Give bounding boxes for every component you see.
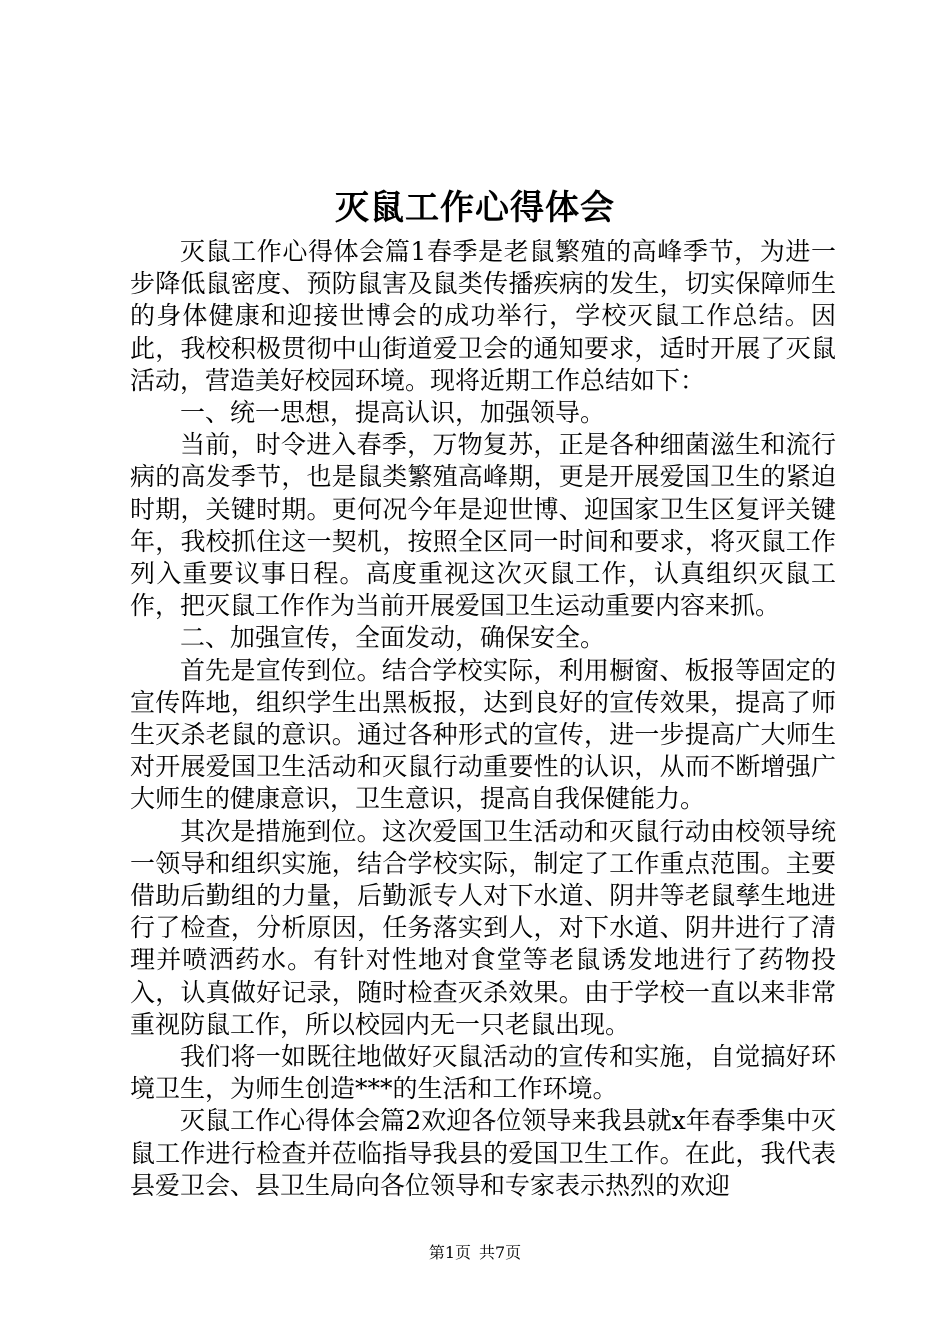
paragraph: 灭鼠工作心得体会篇1春季是老鼠繁殖的高峰季节，为进一步降低鼠密度、预防鼠害及鼠类传播疾病的发生，切实保障师生的身体健康和迎接世博会的成功举行，学校灭鼠工作总结。因此，我校积极贯彻中山街道爱卫会的通知要求，适时开展了灭鼠活动，营造美好校园环境。现将近期工作总结如下： bbox=[130, 237, 836, 395]
paragraph: 我们将一如既往地做好灭鼠活动的宣传和实施，自觉搞好环境卫生，为师生创造***的生活和工作环境。 bbox=[130, 1042, 836, 1104]
page-number: 第1页 bbox=[428, 1243, 471, 1262]
document-title: 灭鼠工作心得体会 bbox=[335, 188, 615, 228]
document-body bbox=[130, 236, 836, 1202]
paragraph: 首先是宣传到位。结合学校实际，利用橱窗、板报等固定的宣传阵地，组织学生出黑板报，达到良好的宣传效果，提高了师生灭杀老鼠的意识。通过各种形式的宣传，进一步提高广大师生对开展爱国卫生活动和灭鼠行动重要性的认识，从而不断增强广大师生的健康意识，卫生意识，提高自我保健能力。 bbox=[130, 655, 836, 814]
section-heading: 一、统一思想，提高认识，加强领导。 bbox=[180, 398, 606, 428]
paragraph: 当前，时令进入春季，万物复苏，正是各种细菌滋生和流行病的高发季节，也是鼠类繁殖高峰期，更是开展爱国卫生的紧迫时期，关键时期。更何况今年是迎世博、迎国家卫生区复评关键年，我校抓住这一契机，按照全区同一时间和要求，将灭鼠工作列入重要议事日程。高度重视这次灭鼠工作，认真组织灭鼠工作，把灭鼠工作作为当前开展爱国卫生运动重要内容来抓。 bbox=[130, 430, 836, 621]
section-heading: 二、加强宣传，全面发动，确保安全。 bbox=[180, 623, 606, 653]
page-count: 共7页 bbox=[479, 1243, 522, 1262]
page-footer bbox=[0, 1243, 950, 1263]
paragraph: 灭鼠工作心得体会篇2欢迎各位领导来我县就x年春季集中灭鼠工作进行检查并莅临指导我县的爱国卫生工作。在此，我代表县爱卫会、县卫生局向各位领导和专家表示热烈的欢迎 bbox=[130, 1106, 836, 1200]
paragraph: 其次是措施到位。这次爱国卫生活动和灭鼠行动由校领导统一领导和组织实施，结合学校实际，制定了工作重点范围。主要借助后勤组的力量，后勤派专人对下水道、阴井等老鼠孳生地进行了检查，分析原因，任务落实到人，对下水道、阴井进行了清理并喷洒药水。有针对性地对食堂等老鼠诱发地进行了药物投入，认真做好记录，随时检查灭杀效果。由于学校一直以来非常重视防鼠工作，所以校园内无一只老鼠出现。 bbox=[130, 816, 836, 1039]
